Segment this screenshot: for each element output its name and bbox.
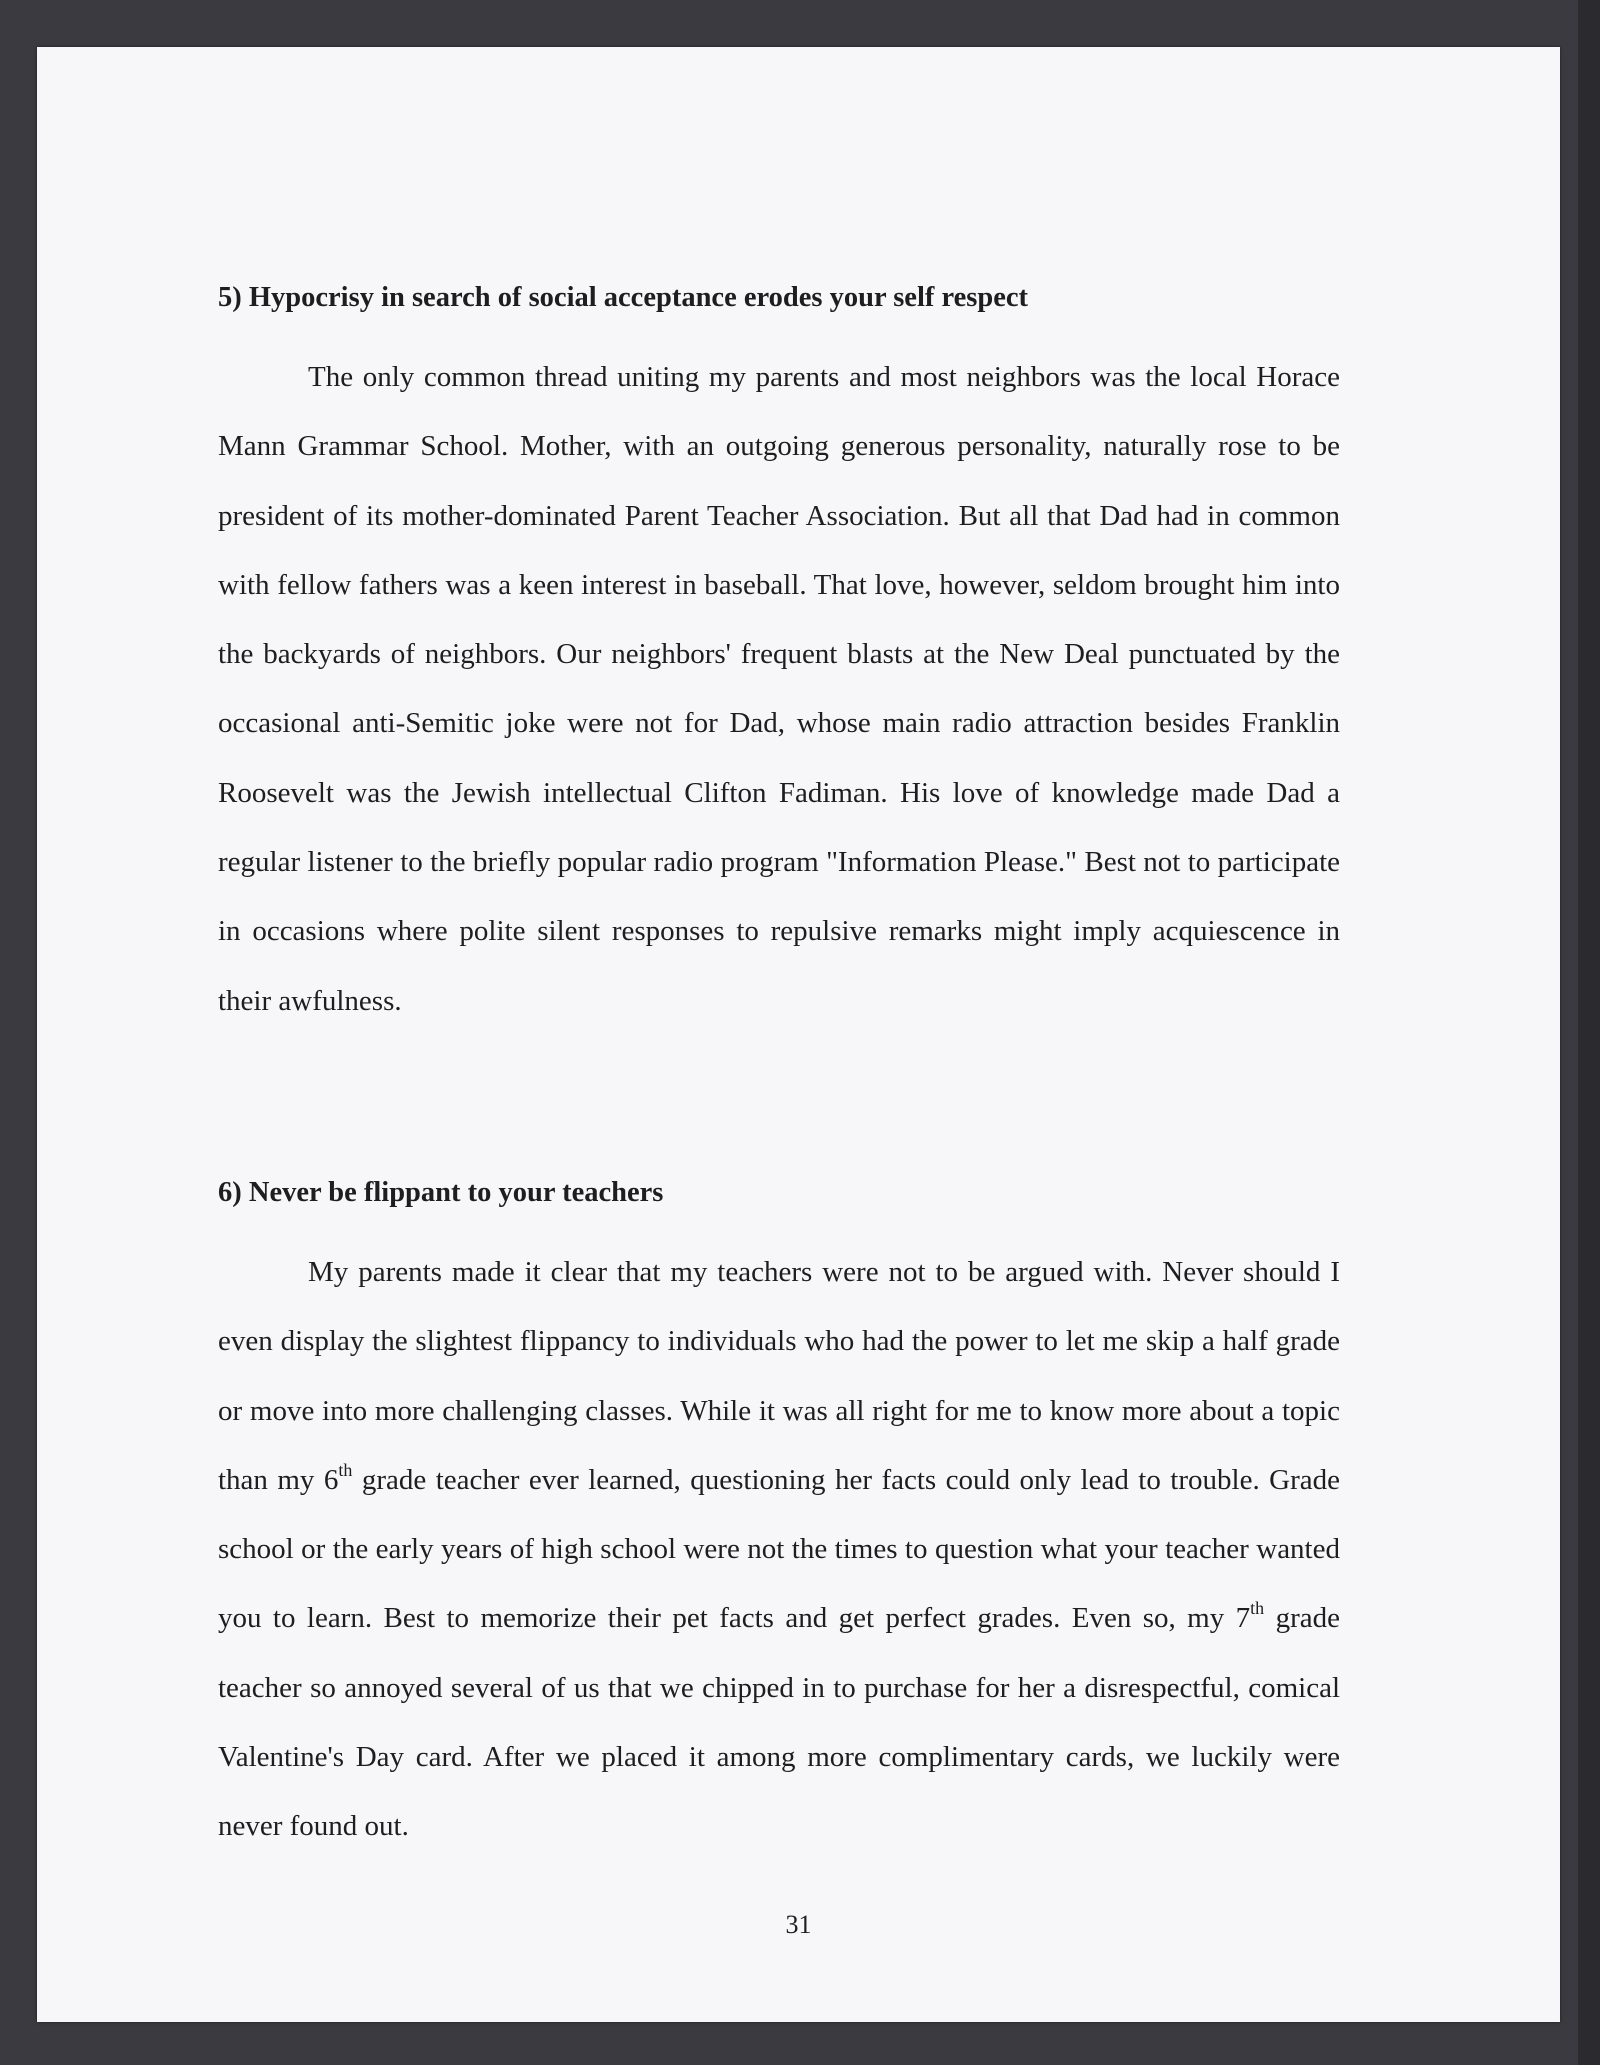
section-6-text-part-3: grade teacher so annoyed several of us that we chipped in to purchase for her a disrespectful, comical Valentine's Day card. After we placed it among more complimentary cards, we luckily were never found out. <box>218 1602 1340 1843</box>
section-6 <box>218 1173 1340 1862</box>
document-page <box>37 47 1560 2022</box>
superscript-th-2: th <box>1250 1598 1265 1619</box>
section-5-heading: 5) Hypocrisy in search of social acceptance erodes your self respect <box>218 282 1028 313</box>
section-6-text-part-2: grade teacher ever learned, questioning her facts could only lead to trouble. Grade school or the early years of high school were not the times to question what your teacher wanted you to learn. Best to memorize their pet facts and get perfect grades. Even so, my 7 <box>218 1463 1340 1635</box>
section-6-text-part-1: My parents made it clear that my teachers were not to be argued with. Never should I even display the slightest flippancy to individuals who had the power to let me skip a half grade or move into more challenging classes. While it was all right for me to know more about a topic than my 6 <box>218 1256 1340 1496</box>
section-6-paragraph <box>218 1238 1340 1862</box>
section-6-heading: 6) Never be flippant to your teachers <box>218 1177 664 1208</box>
scan-background-edge <box>1578 0 1600 2065</box>
superscript-th-1: th <box>338 1459 353 1480</box>
section-5-paragraph: The only common thread uniting my parents and most neighbors was the local Horace Mann Grammar School. Mother, with an outgoing generous personality, naturally rose to be president of its mother-dominated Parent Teacher Association. But all that Dad had in common with fellow fathers was a keen interest in baseball. That love, however, seldom brought him into the backyards of neighbors. Our neighbors' frequent blasts at the New Deal punctuated by the occasional anti-Semitic joke were not for Dad, whose main radio attraction besides Franklin Roosevelt was the Jewish intellectual Clifton Fadiman. His love of knowledge made Dad a regular listener to the briefly popular radio program "Information Please." Best not to participate in occasions where polite silent responses to repulsive remarks might imply acquiescence in their awfulness. <box>218 361 1340 1017</box>
section-5 <box>218 278 1340 1036</box>
page-number: 31 <box>785 1910 812 1939</box>
